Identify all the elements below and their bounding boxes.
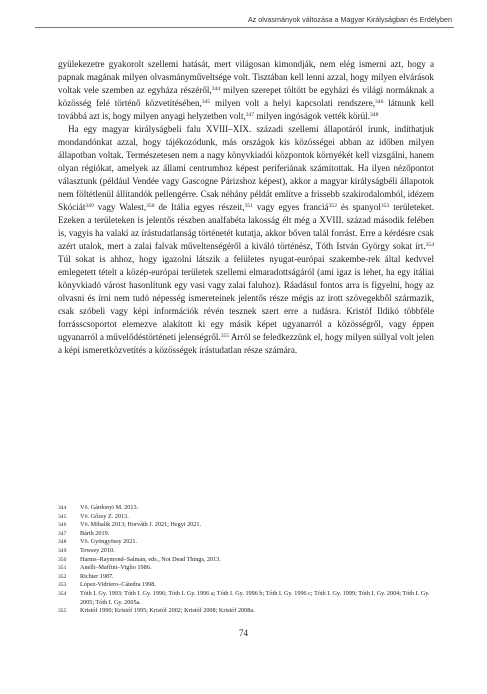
footnote-text: Vö. Gyöngyössy 2021. bbox=[80, 538, 138, 546]
footnote-number: 352 bbox=[58, 573, 67, 580]
text-run: gyülekezetre gyakorolt szellemi hatását, mert világosan kimondják, nem elég ismerni azt, hogy a papnak magának milyen olvasmányműveltsége volt. Tisztában kell lenni azzal, hogy milyen elvárások voltak vele szemben az egyháza részéről, bbox=[58, 59, 434, 95]
footnote bbox=[58, 521, 434, 530]
footnote-number: 345 bbox=[58, 513, 67, 520]
footnote-text: Bárth 2019. bbox=[80, 529, 110, 537]
footnote-ref[interactable]: 355 bbox=[220, 332, 230, 339]
paragraph bbox=[58, 58, 434, 123]
footnote-number: 346 bbox=[58, 522, 67, 529]
footnote bbox=[58, 504, 434, 513]
text-run: és spanyol bbox=[336, 202, 381, 212]
footnote bbox=[58, 573, 434, 582]
footnote-text: Vö. Gárdonyi M. 2013. bbox=[80, 504, 139, 511]
footnote-text: Vö. Gőzsy Z. 2013. bbox=[80, 512, 129, 520]
paragraph bbox=[58, 123, 434, 357]
header-rule bbox=[35, 27, 454, 28]
footnote-ref[interactable]: 348 bbox=[370, 111, 379, 118]
footnote-number: 344 bbox=[58, 505, 67, 511]
text-run: látnunk kell továbbá azt is, hogy milyen anyagi helyzetben volt, bbox=[58, 98, 434, 121]
footnote bbox=[58, 547, 434, 556]
footnote bbox=[58, 607, 434, 616]
text-run: milyen ingóságok vették körül. bbox=[254, 111, 370, 121]
running-head: Az olvasmányok változása a Magyar Királyságban és Erdélyben bbox=[247, 15, 452, 24]
text-run: de Itália egyes részeit, bbox=[154, 202, 245, 212]
footnote bbox=[58, 538, 434, 547]
footnote-ref[interactable]: 353 bbox=[380, 202, 390, 209]
footnote-text: Tóth I. Gy. 1993; Tóth I. Gy. 1996; Tóth I. Gy. 1996 a; Tóth I. Gy. 1996 b; Tóth I. Gy. 1996 c; Tóth I. Gy. 1999; Tóth I. Gy. 2004; Tóth I. Gy. 2005; Tóth I. Gy. 2005a. bbox=[80, 589, 430, 606]
text-run: milyen szerepet töltött be egyházi és világi normáknak a közösség felé történő közvetítésében, bbox=[58, 85, 435, 108]
footnote-number: 349 bbox=[58, 547, 67, 554]
footnotes bbox=[58, 504, 434, 616]
footnote-number: 351 bbox=[58, 565, 67, 572]
footnote-ref[interactable]: 344 bbox=[211, 85, 221, 92]
footnote-number: 353 bbox=[58, 582, 67, 589]
text-run: Túl sokat is ahhoz, hogy igazolni látszik a felületes nyugat-európai szakembe-rek által kedvvel emlegetett tételt a közép-európai területek szellemi elmaradottságáról (ami igaz is lehet, ha egy itáliai könyvkiadó várost hasonlítunk egy vasi vagy zalai faluhoz). Ráadásul fontos arra is figyelni, hogy az olvasni és írni nem tudó népesség ismereteinek jelentős része mégis az írott szövegekből származik, csak szóbeli vagy képi információk révén tesznek szert erre a tudásra. Kristóf Ildikó többféle forrásscsoportot elemezve alakított ki egy másik képet ugyanarról a közösségről, vagy éppen ugyanarról a művelődéstörténeti jelenségről. bbox=[58, 254, 434, 342]
page-number: 74 bbox=[239, 628, 248, 638]
text-run: területeket. Ezeken a területeken is jelentős részben analfabéta lakosság élt még a XVIII. század második felében is, vagyis ha valaki az írástudatlanság történetét kutatja, akkor bőven talál forrást. Erre a kérdésre csak azért utalok, mert a zalai falvak műveltenségéről a kiváló történész, Tóth István György sokat írt. bbox=[58, 202, 434, 251]
footnote-number: 347 bbox=[58, 530, 67, 537]
footnote bbox=[58, 590, 434, 607]
footnote-number: 355 bbox=[58, 608, 67, 615]
footnote bbox=[58, 564, 434, 573]
footnote-ref[interactable]: 347 bbox=[245, 111, 255, 118]
text-run: Ha egy magyar királyságbeli falu XVIII–XIX. századi szellemi állapotáról írunk, indíthatjuk mondandónkat azzal, hogy tájékozódunk, más országok kis közösségei abban az időben milyen állapotban voltak. Természetesen nem a nagy könyvkiadói központok környékét kell vizsgálni, hanem olyan régiókat, amelyek az állami centrumhoz képest periferiának számítottak. Ha ilyen nézőpontot választunk (például Vendée vagy Gascogne Párizshoz képest), akkor a magyar királyságbéli állapotok nem föltétlenül állítandók pellengérre. Csak néhány példát említve a frissebb szakirodalomból, idézem Skóciát bbox=[58, 124, 434, 212]
footnote-ref[interactable]: 349 bbox=[85, 202, 94, 209]
footnote-ref[interactable]: 345 bbox=[201, 98, 211, 105]
footnote-text: Kristóf 1990; Kristóf 1995; Kristóf 2002; Kristóf 2008; Kristóf 2008a. bbox=[80, 607, 255, 615]
text-run: vagy Walest, bbox=[93, 202, 147, 212]
footnote-text: Vö. Mihalik 2013; Horváth J. 2021; Hegyi 2021. bbox=[80, 521, 201, 529]
text-run: vagy egyes franciá bbox=[252, 202, 329, 212]
text-run: milyen volt a helyi kapcsolati rendszere, bbox=[210, 98, 375, 108]
footnote bbox=[58, 530, 434, 539]
footnote-text: Harms–Raymond–Salman, eds., Not Dead Things, 2013. bbox=[80, 555, 221, 563]
footnote bbox=[58, 513, 434, 522]
footnote-ref[interactable]: 346 bbox=[374, 98, 384, 105]
footnote-text: Anelli–Maffini–Viglio 1986. bbox=[80, 564, 152, 572]
footnote-ref[interactable]: 352 bbox=[328, 202, 337, 209]
footnote bbox=[58, 581, 434, 590]
footnote-number: 350 bbox=[58, 556, 67, 563]
text-run: Arról se feledkezzünk el, hogy milyen súllyal volt jelen a képi ismeretközvetítés a közösségek írástudatlan része számára. bbox=[58, 332, 434, 355]
footnote-ref[interactable]: 351 bbox=[244, 202, 253, 209]
footnote-number: 354 bbox=[58, 590, 67, 597]
body-text bbox=[58, 58, 434, 357]
footnote-ref[interactable]: 354 bbox=[425, 241, 434, 248]
footnote-ref[interactable]: 350 bbox=[146, 202, 155, 209]
footnote bbox=[58, 556, 434, 565]
footnote-text: Towsey 2010. bbox=[80, 546, 115, 554]
footnote-text: López-Vidriero–Cátedra 1998. bbox=[80, 581, 156, 589]
footnote-text: Richter 1987. bbox=[80, 572, 114, 580]
footnote-number: 348 bbox=[58, 539, 67, 546]
